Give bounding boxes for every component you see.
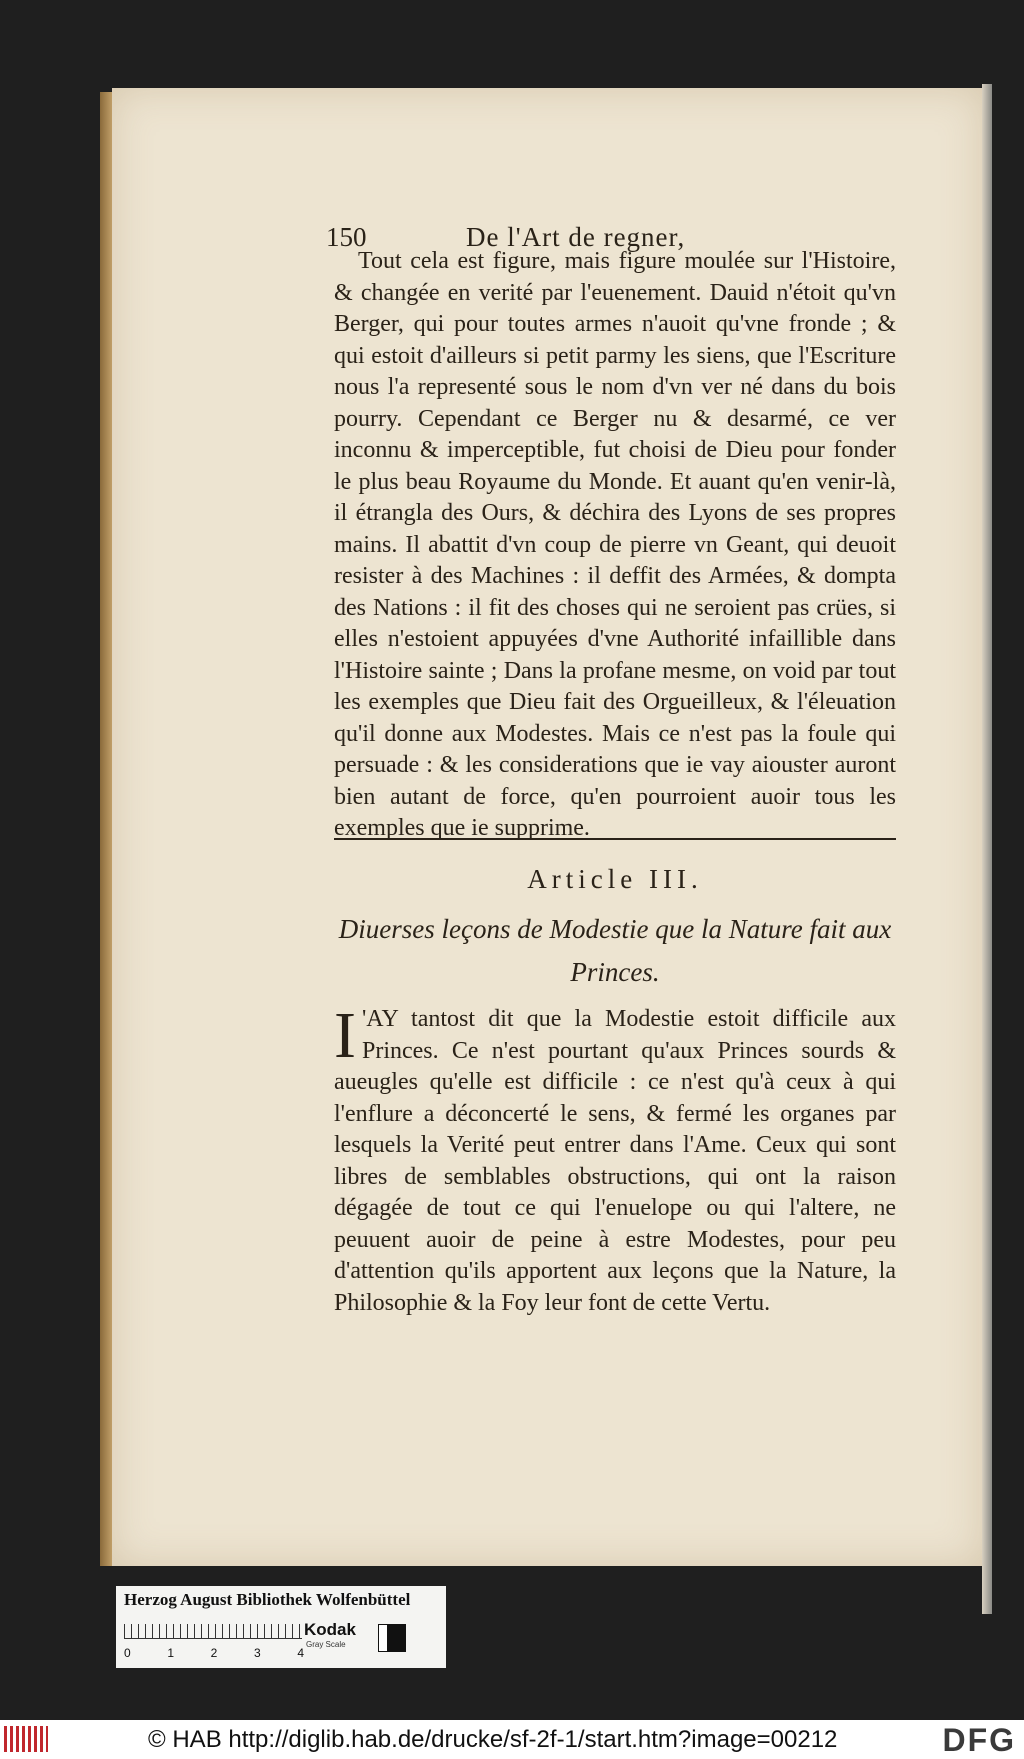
scale-numbers bbox=[124, 1646, 304, 1660]
scale-number: 3 bbox=[253, 1646, 261, 1660]
section-rule bbox=[334, 838, 896, 840]
dfg-logo: DFG bbox=[942, 1722, 1016, 1758]
color-calibration-strip bbox=[116, 1586, 446, 1668]
paragraph-2-text: 'AY tantost dit que la Modestie estoit difficile aux Princes. Ce n'est pourtant qu'aux Princes sourds & aueugles qu'elle est difficile : ce n'est qu'à ceux à qui l'enflure a déconcerté le sens, & fermé les organes par lesquels la Verité peut entrer dans l'Ame. Ceux qui sont libres de semblables obstructions, qui ont la raison dégagée de tout ce qui l'enuelope ou qui l'altere, ne peuuent auoir de peine à estre Modestes, pour peu d'attention qu'ils apportent aux leçons que la Nature, la Philosophie & la Foy leur font de cette Vertu. bbox=[334, 1006, 896, 1316]
page-edge-right bbox=[982, 84, 992, 1614]
article-subtitle: Diuerses leçons de Modestie que la Nature fait aux Princes. bbox=[338, 914, 892, 987]
paragraph-1: Tout cela est figure, mais figure moulée sur l'Histoire, & changée en verité par l'euenement. Dauid n'étoit qu'vn Berger, qui pour toutes armes n'auoit qu'vne fronde ; & qui estoit d'ailleurs si petit parmy les siens, que l'Escriture nous l'a representé sous le nom d'vn ver né dans du bois pourry. Cependant ce Berger nu & desarmé, ce ver inconnu & imperceptible, fut choisi de Dieu pour fonder le plus beau Royaume du Monde. Et auant qu'en venir-là, il étrangla des Ours, & déchira des Lyons de ses propres mains. Il abattit d'vn coup de pierre vn Geant, qui deuoit resister à des Machines : il deffit des Armées, & dompta des Nations : il fit des choses qui ne seroient pas crües, si elles n'estoient appuyées d'vne Authorité infaillible dans l'Histoire sainte ; Dans la profane mesme, on void par tout les exemples que Dieu fait des Orgueilleux, & l'éleuation qu'il donne aux Modestes. Mais ce n'est pas la foule qui persuade : & les considerations que ie vay aiouster auront bien autant de force, qu'en pourroient auoir tous les exemples que ie supprime. bbox=[334, 248, 896, 841]
gray-scale-label: Gray Scale bbox=[306, 1640, 346, 1649]
paragraph-2 bbox=[334, 999, 896, 1319]
kodak-brand: Kodak bbox=[304, 1620, 356, 1639]
scale-number: 0 bbox=[124, 1646, 131, 1660]
gray-swatch-icon bbox=[378, 1624, 406, 1652]
hab-logo-icon bbox=[4, 1726, 48, 1752]
library-name: Herzog August Bibliothek Wolfenbüttel bbox=[124, 1590, 411, 1609]
scale-number: 2 bbox=[210, 1646, 218, 1660]
footer-source-link[interactable]: © HAB http://diglib.hab.de/drucke/sf-2f-1/start.htm?image=00212 bbox=[148, 1726, 838, 1753]
page-number: 150 bbox=[326, 222, 367, 252]
drop-cap: I bbox=[334, 999, 356, 1072]
running-title: De l'Art de regner, bbox=[466, 222, 686, 252]
scale-number: 1 bbox=[167, 1646, 175, 1660]
scale-ruler bbox=[124, 1624, 302, 1639]
article-heading: Article III. bbox=[527, 864, 703, 894]
footer-bar bbox=[0, 1720, 1024, 1759]
scale-number: 4 bbox=[297, 1646, 304, 1660]
